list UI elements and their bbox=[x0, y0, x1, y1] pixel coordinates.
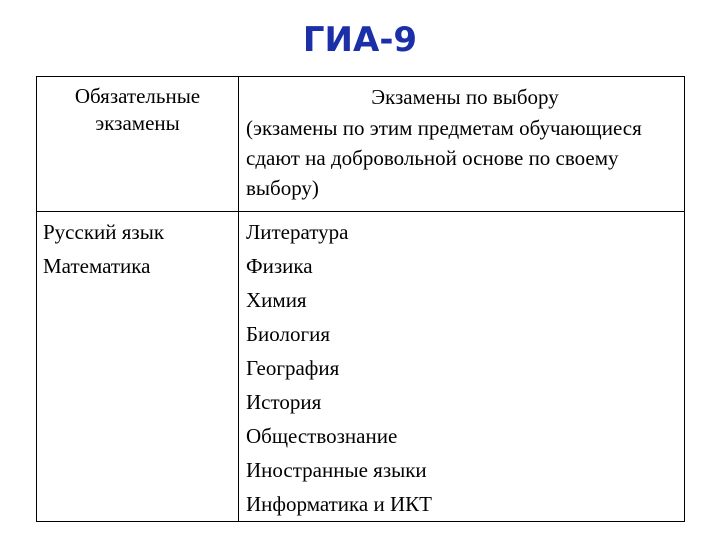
table-header-row bbox=[37, 77, 685, 212]
slide-title: ГИА-9 bbox=[302, 20, 418, 60]
elective-subjects-cell bbox=[239, 212, 685, 522]
table-body-row bbox=[37, 212, 685, 522]
list-item: Обществознание bbox=[246, 424, 398, 448]
elective-header-label: Экзамены по выбору bbox=[371, 85, 559, 109]
list-item: Химия bbox=[246, 288, 307, 312]
list-item: Информатика и ИКТ bbox=[246, 492, 432, 516]
list-item: Физика bbox=[246, 254, 313, 278]
list-item: Русский язык bbox=[43, 220, 165, 244]
list-item: География bbox=[246, 356, 340, 380]
elective-exams-header bbox=[239, 77, 685, 212]
list-item: Литература bbox=[246, 220, 349, 244]
mandatory-subjects-cell bbox=[37, 212, 239, 522]
elective-header-note: (экзамены по этим предметам обучающиеся сдают на добровольной основе по своему выбору) bbox=[246, 116, 642, 200]
list-item: Математика bbox=[43, 254, 151, 278]
mandatory-header-label: Обязательные экзамены bbox=[74, 84, 201, 135]
mandatory-exams-header bbox=[37, 77, 239, 212]
list-item: История bbox=[246, 390, 322, 414]
list-item: Биология bbox=[246, 322, 331, 346]
exam-table bbox=[36, 76, 685, 522]
list-item: Иностранные языки bbox=[246, 458, 427, 482]
